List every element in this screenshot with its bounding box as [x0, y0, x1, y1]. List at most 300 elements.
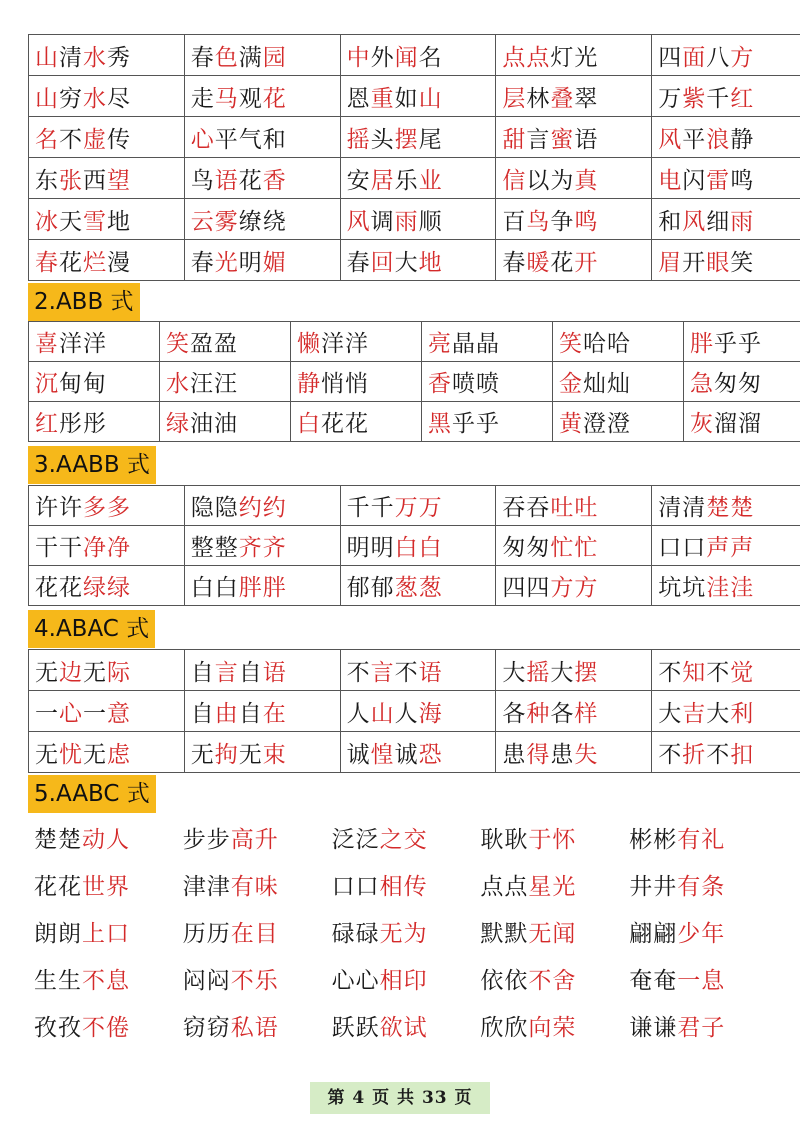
highlight-char: 真: [574, 167, 599, 194]
plain-char: 整整: [190, 535, 239, 561]
highlight-char: 方: [730, 44, 755, 71]
highlight-char: 束: [262, 741, 287, 768]
highlight-char: 折: [682, 741, 707, 768]
plain-char: 各: [502, 700, 527, 727]
highlight-char: 恐: [418, 741, 443, 768]
list-row: [28, 955, 772, 1002]
plain-char: 不: [346, 659, 371, 686]
highlight-char: 鸟: [526, 208, 551, 235]
highlight-char: 紫: [682, 85, 707, 112]
highlight-char: 风: [346, 208, 371, 235]
idiom-item: [623, 868, 772, 901]
highlight-char: 多多: [83, 495, 131, 521]
plain-char: 一: [83, 700, 107, 727]
idiom-cell: [652, 35, 800, 76]
highlight-char: 欲试: [379, 1015, 428, 1041]
plain-char: 顺: [418, 208, 443, 235]
highlight-char: 语: [262, 659, 287, 686]
highlight-char: 信: [502, 167, 527, 194]
plain-char: 欣欣: [480, 1015, 529, 1041]
plain-char: 春: [346, 249, 371, 276]
idiom-cell: [496, 566, 652, 606]
idiom-cell: [496, 35, 652, 76]
plain-char: 花花: [34, 874, 82, 900]
plain-char: 自: [190, 700, 215, 727]
idiom-table-abac: [28, 649, 800, 773]
plain-char: 细: [706, 208, 731, 235]
plain-char: 调: [370, 208, 395, 235]
highlight-char: 水: [83, 85, 107, 112]
idiom-cell: [652, 732, 800, 773]
highlight-char: 海: [418, 700, 443, 727]
plain-char: 百: [502, 208, 527, 235]
plain-char: 春: [190, 249, 215, 276]
plain-char: 患: [550, 741, 575, 768]
idiom-cell: [652, 526, 800, 566]
highlight-char: 笑: [559, 331, 583, 357]
idiom-cell: [29, 566, 185, 606]
highlight-char: 胖: [690, 331, 714, 357]
idiom-table-abb: [28, 321, 800, 442]
highlight-char: 葱葱: [394, 575, 443, 601]
highlight-char: 园: [262, 44, 287, 71]
highlight-char: 由: [214, 700, 239, 727]
plain-char: 无: [83, 741, 107, 768]
idiom-cell: [29, 199, 185, 240]
highlight-char: 雨: [394, 208, 419, 235]
highlight-char: 有礼: [677, 827, 726, 853]
highlight-char: 相印: [379, 968, 428, 994]
idiom-cell: [340, 691, 496, 732]
plain-char: 隐隐: [190, 495, 239, 521]
plain-char: 彬彬: [629, 827, 678, 853]
idiom-cell: [184, 76, 340, 117]
highlight-char: 黑: [428, 411, 452, 437]
highlight-char: 在目: [230, 921, 279, 947]
table-row: [29, 402, 800, 442]
idiom-cell: [340, 199, 496, 240]
idiom-cell: [291, 362, 422, 402]
idiom-cell: [553, 322, 684, 362]
plain-char: 许许: [35, 495, 83, 521]
idiom-item: [326, 915, 475, 948]
highlight-char: 觉: [730, 659, 755, 686]
highlight-char: 齐齐: [238, 535, 287, 561]
plain-char: 口口: [331, 874, 380, 900]
plain-char: 无: [238, 741, 263, 768]
highlight-char: 有条: [677, 874, 726, 900]
plain-char: 不: [706, 741, 731, 768]
plain-char: 乎乎: [452, 411, 500, 437]
idiom-cell: [340, 526, 496, 566]
highlight-char: 叠: [550, 85, 575, 112]
highlight-char: 山: [35, 85, 59, 112]
highlight-char: 冰: [35, 208, 59, 235]
page-footer: 第 4 页 共 33 页: [310, 1082, 490, 1114]
idiom-list-aabc: [28, 814, 772, 1049]
idiom-cell: [652, 486, 800, 526]
idiom-cell: [184, 486, 340, 526]
plain-char: 不: [706, 659, 731, 686]
highlight-char: 世界: [82, 874, 130, 900]
highlight-char: 之交: [379, 827, 428, 853]
idiom-cell: [422, 322, 553, 362]
table-row: [29, 322, 800, 362]
highlight-char: 无为: [379, 921, 428, 947]
highlight-char: 万万: [394, 495, 443, 521]
plain-char: 跃跃: [331, 1015, 380, 1041]
highlight-char: 向荣: [528, 1015, 577, 1041]
highlight-char: 摆: [394, 126, 419, 153]
plain-char: 一: [35, 700, 59, 727]
idiom-item: [623, 821, 772, 854]
idiom-item: [326, 962, 475, 995]
plain-char: 灿灿: [583, 371, 631, 397]
highlight-char: 亮: [428, 331, 452, 357]
idiom-item: [474, 821, 623, 854]
highlight-char: 高升: [230, 827, 279, 853]
plain-char: 缭绕: [238, 208, 287, 235]
idiom-cell: [184, 526, 340, 566]
highlight-char: 相传: [379, 874, 428, 900]
idiom-item: [28, 962, 177, 995]
highlight-char: 忙忙: [550, 535, 599, 561]
idiom-cell: [160, 402, 291, 442]
highlight-char: 媚: [262, 249, 287, 276]
highlight-char: 一息: [677, 968, 726, 994]
idiom-cell: [553, 362, 684, 402]
idiom-cell: [340, 486, 496, 526]
plain-char: 平气和: [214, 126, 287, 153]
plain-char: 人: [346, 700, 371, 727]
highlight-char: 马: [214, 85, 239, 112]
highlight-char: 白白: [394, 535, 443, 561]
plain-char: 依依: [480, 968, 529, 994]
plain-char: 灯光: [550, 44, 599, 71]
idiom-cell: [184, 566, 340, 606]
plain-char: 大: [550, 659, 575, 686]
highlight-char: 无闻: [528, 921, 577, 947]
highlight-char: 电: [658, 167, 683, 194]
idiom-item: [177, 1009, 326, 1042]
plain-char: 洋洋: [59, 331, 107, 357]
plain-char: 井井: [629, 874, 678, 900]
plain-char: 吞吞: [502, 495, 551, 521]
highlight-char: 金: [559, 371, 583, 397]
idiom-item: [474, 962, 623, 995]
plain-char: 匆匆: [714, 371, 762, 397]
plain-char: 干干: [35, 535, 83, 561]
idiom-item: [28, 821, 177, 854]
plain-char: 千: [706, 85, 731, 112]
highlight-char: 黄: [559, 411, 583, 437]
plain-char: 鸣: [730, 167, 755, 194]
idiom-item: [623, 915, 772, 948]
plain-char: 东: [35, 167, 59, 194]
idiom-cell: [29, 117, 185, 158]
plain-char: 地: [107, 208, 131, 235]
plain-char: 大: [502, 659, 527, 686]
highlight-char: 约约: [238, 495, 287, 521]
highlight-char: 白: [297, 411, 321, 437]
plain-char: 点点: [480, 874, 529, 900]
table-row: [29, 240, 800, 281]
plain-char: 秀: [107, 44, 131, 71]
plain-char: 尽: [107, 85, 131, 112]
section-heading-abac: 4.ABAC 式: [28, 610, 155, 648]
idiom-item: [326, 868, 475, 901]
highlight-char: 眉: [658, 249, 683, 276]
highlight-char: 上口: [82, 921, 130, 947]
highlight-char: 摇: [526, 659, 551, 686]
idiom-item: [326, 1009, 475, 1042]
plain-char: 患: [502, 741, 527, 768]
plain-char: 不: [59, 126, 83, 153]
idiom-cell: [184, 691, 340, 732]
idiom-cell: [340, 117, 496, 158]
plain-char: 清: [59, 44, 83, 71]
plain-char: 不: [394, 659, 419, 686]
highlight-char: 吉: [682, 700, 707, 727]
idiom-item: [177, 962, 326, 995]
plain-char: 人: [394, 700, 419, 727]
idiom-cell: [29, 35, 185, 76]
idiom-cell: [652, 117, 800, 158]
highlight-char: 甜: [502, 126, 527, 153]
highlight-char: 笑: [166, 331, 190, 357]
highlight-char: 在: [262, 700, 287, 727]
plain-char: 汪汪: [190, 371, 238, 397]
idiom-cell: [496, 199, 652, 240]
highlight-char: 种: [526, 700, 551, 727]
highlight-char: 得: [526, 741, 551, 768]
idiom-cell: [684, 402, 800, 442]
highlight-char: 知: [682, 659, 707, 686]
plain-char: 津津: [182, 874, 231, 900]
plain-char: 默默: [480, 921, 529, 947]
plain-char: 碌碌: [331, 921, 380, 947]
plain-char: 开: [682, 249, 707, 276]
idiom-cell: [184, 35, 340, 76]
idiom-cell: [496, 486, 652, 526]
plain-char: 闪: [682, 167, 707, 194]
highlight-char: 声声: [706, 535, 755, 561]
highlight-char: 吐吐: [550, 495, 599, 521]
table-row: [29, 732, 800, 773]
plain-char: 喷喷: [452, 371, 500, 397]
plain-char: 花: [550, 249, 575, 276]
highlight-char: 层: [502, 85, 527, 112]
highlight-char: 摇: [346, 126, 371, 153]
highlight-char: 不倦: [82, 1015, 130, 1041]
plain-char: 春: [190, 44, 215, 71]
highlight-char: 春: [35, 249, 59, 276]
idiom-cell: [29, 158, 185, 199]
highlight-char: 名: [35, 126, 59, 153]
table-row: [29, 691, 800, 732]
plain-char: 明: [238, 249, 263, 276]
highlight-char: 急: [690, 371, 714, 397]
idiom-cell: [340, 732, 496, 773]
idiom-cell: [340, 76, 496, 117]
plain-char: 生生: [34, 968, 82, 994]
highlight-char: 中: [346, 44, 371, 71]
idiom-cell: [29, 526, 185, 566]
idiom-cell: [184, 199, 340, 240]
idiom-item: [474, 915, 623, 948]
highlight-char: 风: [682, 208, 707, 235]
plain-char: 无: [35, 741, 59, 768]
plain-char: 争: [550, 208, 575, 235]
plain-char: 步步: [182, 827, 231, 853]
idiom-cell: [29, 240, 185, 281]
idiom-cell: [29, 362, 160, 402]
list-row: [28, 861, 772, 908]
idiom-item: [326, 821, 475, 854]
plain-char: 哈哈: [583, 331, 631, 357]
idiom-cell: [684, 362, 800, 402]
highlight-char: 私语: [230, 1015, 279, 1041]
table-row: [29, 526, 800, 566]
highlight-char: 星光: [528, 874, 577, 900]
idiom-item: [177, 915, 326, 948]
plain-char: 鸟: [190, 167, 215, 194]
idiom-cell: [496, 732, 652, 773]
highlight-char: 水: [83, 44, 107, 71]
plain-char: 自: [238, 700, 263, 727]
idiom-cell: [29, 650, 185, 691]
idiom-cell: [29, 76, 185, 117]
highlight-char: 业: [418, 167, 443, 194]
plain-char: 平: [682, 126, 707, 153]
highlight-char: 地: [418, 249, 443, 276]
plain-char: 历历: [182, 921, 231, 947]
highlight-char: 鸣: [574, 208, 599, 235]
idiom-cell: [652, 691, 800, 732]
idiom-cell: [652, 240, 800, 281]
highlight-char: 静: [297, 371, 321, 397]
highlight-char: 扣: [730, 741, 755, 768]
idiom-cell: [340, 650, 496, 691]
plain-char: 大: [658, 700, 683, 727]
highlight-char: 虑: [107, 741, 131, 768]
plain-char: 郁郁: [346, 575, 395, 601]
highlight-char: 惶: [370, 741, 395, 768]
plain-char: 外: [370, 44, 395, 71]
idiom-cell: [340, 566, 496, 606]
highlight-char: 少年: [677, 921, 726, 947]
highlight-char: 洼洼: [706, 575, 755, 601]
plain-char: 自: [190, 659, 215, 686]
plain-char: 彤彤: [59, 411, 107, 437]
table-row: [29, 566, 800, 606]
plain-char: 奄奄: [629, 968, 678, 994]
highlight-char: 边: [59, 659, 83, 686]
highlight-char: 喜: [35, 331, 59, 357]
plain-char: 乐: [394, 167, 419, 194]
plain-char: 窃窃: [182, 1015, 231, 1041]
plain-char: 观: [238, 85, 263, 112]
idiom-cell: [496, 240, 652, 281]
idiom-cell: [29, 691, 185, 732]
highlight-char: 方方: [550, 575, 599, 601]
idiom-item: [623, 962, 772, 995]
plain-char: 以为: [526, 167, 575, 194]
highlight-char: 光: [214, 249, 239, 276]
idiom-item: [474, 1009, 623, 1042]
plain-char: 穷: [59, 85, 83, 112]
highlight-char: 红: [730, 85, 755, 112]
highlight-char: 山: [418, 85, 443, 112]
idiom-item: [474, 868, 623, 901]
highlight-char: 际: [107, 659, 131, 686]
plain-char: 花: [59, 249, 83, 276]
highlight-char: 灰: [690, 411, 714, 437]
plain-char: 花: [238, 167, 263, 194]
plain-char: 甸甸: [59, 371, 107, 397]
highlight-char: 眼: [706, 249, 731, 276]
plain-char: 大: [394, 249, 419, 276]
plain-char: 耿耿: [480, 827, 529, 853]
highlight-char: 雷: [706, 167, 731, 194]
plain-char: 溜溜: [714, 411, 762, 437]
idiom-cell: [652, 158, 800, 199]
plain-char: 谦谦: [629, 1015, 678, 1041]
plain-char: 千千: [346, 495, 395, 521]
highlight-char: 山: [370, 700, 395, 727]
plain-char: 明明: [346, 535, 395, 561]
plain-char: 传: [107, 126, 131, 153]
plain-char: 朗朗: [34, 921, 82, 947]
idiom-cell: [496, 158, 652, 199]
highlight-char: 回: [370, 249, 395, 276]
plain-char: 春: [502, 249, 527, 276]
plain-char: 西: [83, 167, 107, 194]
plain-char: 翩翩: [629, 921, 678, 947]
highlight-char: 语: [418, 659, 443, 686]
idiom-cell: [29, 486, 185, 526]
highlight-char: 暖: [526, 249, 551, 276]
plain-char: 安: [346, 167, 371, 194]
idiom-cell: [29, 322, 160, 362]
highlight-char: 花: [262, 85, 287, 112]
plain-char: 名: [418, 44, 443, 71]
highlight-char: 不息: [82, 968, 130, 994]
highlight-char: 水: [166, 371, 190, 397]
highlight-char: 沉: [35, 371, 59, 397]
idiom-cell: [684, 322, 800, 362]
idiom-cell: [652, 76, 800, 117]
plain-char: 泛泛: [331, 827, 380, 853]
idiom-cell: [652, 566, 800, 606]
highlight-char: 虚: [83, 126, 107, 153]
idiom-cell: [160, 362, 291, 402]
highlight-char: 利: [730, 700, 755, 727]
idiom-cell: [496, 117, 652, 158]
highlight-char: 样: [574, 700, 599, 727]
plain-char: 漫: [107, 249, 131, 276]
plain-char: 匆匆: [502, 535, 551, 561]
plain-char: 花花: [321, 411, 369, 437]
idiom-cell: [291, 402, 422, 442]
highlight-char: 浪: [706, 126, 731, 153]
idiom-item: [28, 1009, 177, 1042]
highlight-char: 胖胖: [238, 575, 287, 601]
idiom-cell: [496, 526, 652, 566]
idiom-cell: [184, 732, 340, 773]
plain-char: 无: [35, 659, 59, 686]
highlight-char: 山: [35, 44, 59, 71]
